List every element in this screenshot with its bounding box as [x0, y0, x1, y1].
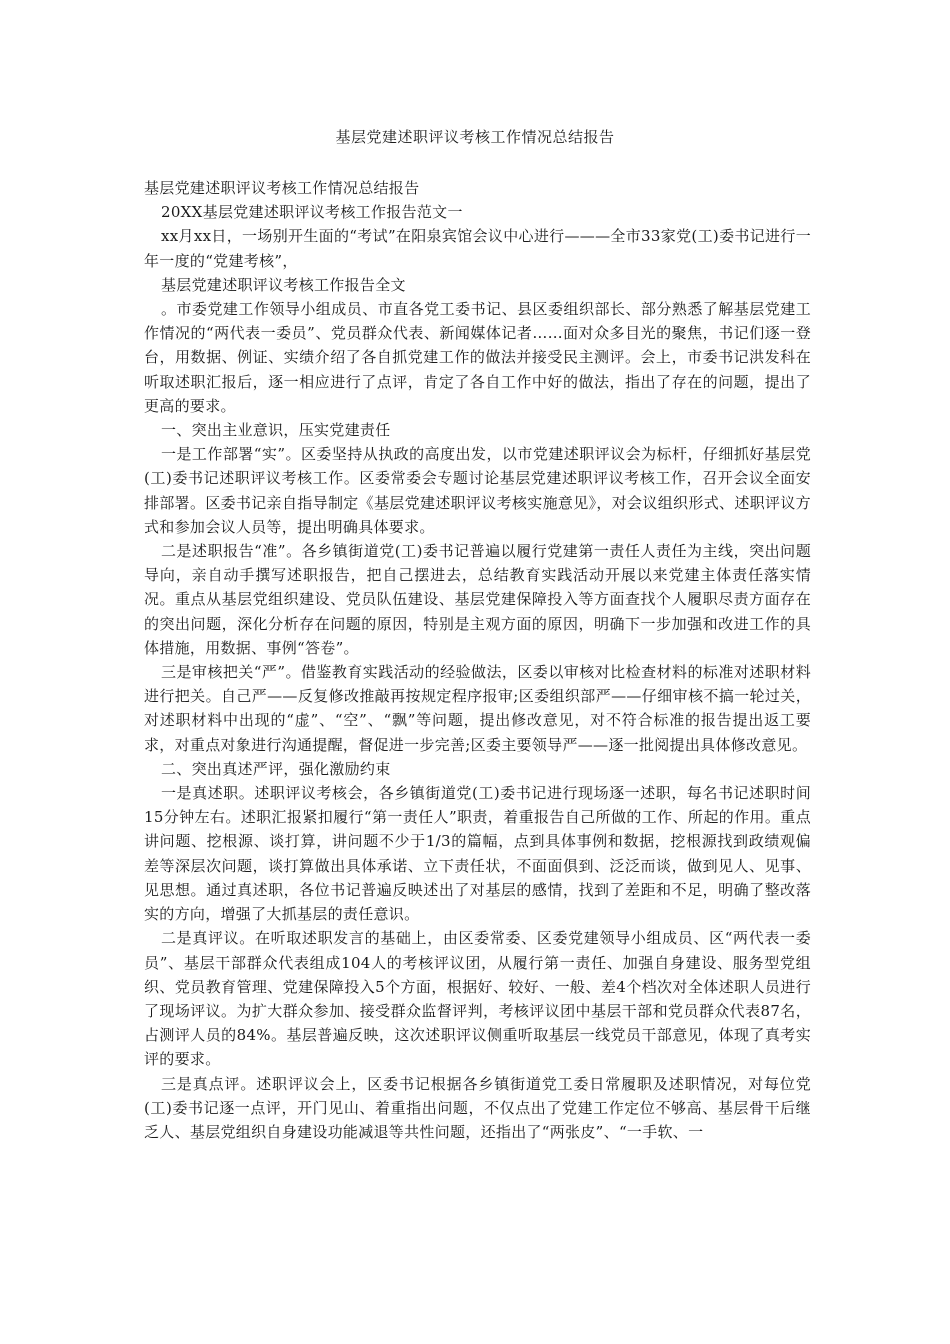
- body-paragraph: 。市委党建工作领导小组成员、市直各党工委书记、县区委组织部长、部分熟悉了解基层党建工作情况的“两代表一委员”、党员群众代表、新闻媒体记者……面对众多目光的聚焦，书记们逐一登台，用数据、例证、实绩介绍了各自抓党建工作的做法并接受民主测评。会上，市委书记洪发科在听取述职汇报后，逐一相应进行了点评，肯定了各自工作中好的做法，指出了存在的问题，提出了更高的要求。: [144, 300, 811, 415]
- page-title: 基层党建述职评议考核工作情况总结报告: [335, 128, 615, 146]
- report-heading-paragraph: 20XX基层党建述职评议考核工作报告范文一: [161, 203, 463, 222]
- body-paragraph: 二是述职报告“准”。各乡镇街道党(工)委书记普遍以履行党建第一责任人责任为主线，突出问题导向，亲自动手撰写述职报告，把自己摆进去，总结教育实践活动开展以来党建主体责任落实情况。重点从基层党组织建设、党员队伍建设、基层党建保障投入等方面查找个人履职尽责方面存在的突出问题，深化分析存在问题的原因，特别是主观方面的原因，明确下一步加强和改进工作的具体措施，用数据、事例“答卷”。: [144, 542, 811, 657]
- body-paragraph: 三是审核把关“严”。借鉴教育实践活动的经验做法，区委以审核对比检查材料的标准对述职材料进行把关。自己严——反复修改推敲再按规定程序报审;区委组织部严——仔细审核不搞一轮过关，对述职材料中出现的“虚”、“空”、“飘”等问题，提出修改意见，对不符合标准的报告提出返工要求，对重点对象进行沟通提醒，督促进一步完善;区委主要领导严——逐一批阅提出具体修改意见。: [144, 663, 811, 754]
- document-body: [144, 176, 811, 1144]
- body-paragraph: 二是真评议。在听取述职发言的基础上，由区委常委、区委党建领导小组成员、区“两代表一委员”、基层干部群众代表组成104人的考核评议团，从履行第一责任、加强自身建设、服务型党组织、党员教育管理、党建保障投入5个方面，根据好、较好、一般、差4个档次对全体述职人员进行了现场评议。为扩大群众参加、接受群众监督评判，考核评议团中基层干部和党员群众代表87名，占测评人员的84%。基层普遍反映，这次述职评议侧重听取基层一线党员干部意见，体现了真考实评的要求。: [144, 929, 811, 1069]
- body-paragraph: 一是真述职。述职评议考核会，各乡镇街道党(工)委书记进行现场逐一述职，每名书记述职时间15分钟左右。述职汇报紧扣履行“第一责任人”职责，着重报告自己所做的工作、所起的作用。重点讲问题、挖根源、谈打算，讲问题不少于1/3的篇幅，点到具体事例和数据，挖根源找到政绩观偏差等深层次问题，谈打算做出具体承诺、立下责任状，不面面俱到、泛泛而谈，做到见人、见事、见思想。通过真述职，各位书记普遍反映述出了对基层的感情，找到了差距和不足，明确了整改落实的方向，增强了大抓基层的责任意识。: [144, 784, 811, 924]
- subtitle-paragraph: 基层党建述职评议考核工作情况总结报告: [144, 179, 420, 197]
- section-heading: 二、突出真述严评，强化激励约束: [161, 759, 391, 778]
- body-paragraph: 三是真点评。述职评议会上，区委书记根据各乡镇街道党工委日常履职及述职情况，对每位党(工)委书记逐一点评，开门见山、着重指出问题，不仅点出了党建工作定位不够高、基层骨干后继乏人、基层党组织自身建设功能减退等共性问题，还指出了“两张皮”、“一手软、一: [144, 1074, 811, 1141]
- body-paragraph: xx月xx日，一场别开生面的“考试”在阳泉宾馆会议中心进行———全市33家党(工)委书记进行一年一度的“党建考核”，: [144, 227, 811, 270]
- section-heading: 一、突出主业意识，压实党建责任: [161, 421, 391, 440]
- body-paragraph: 基层党建述职评议考核工作报告全文: [161, 275, 406, 294]
- body-paragraph: 一是工作部署“实”。区委坚持从执政的高度出发，以市党建述职评议会为标杆，仔细抓好基层党(工)委书记述职评议考核工作。区委常委会专题讨论基层党建述职评议考核工作，召开会议全面安排部署。区委书记亲自指导制定《基层党建述职评议考核实施意见》，对会议组织形式、述职评议方式和参加会议人员等，提出明确具体要求。: [144, 445, 811, 536]
